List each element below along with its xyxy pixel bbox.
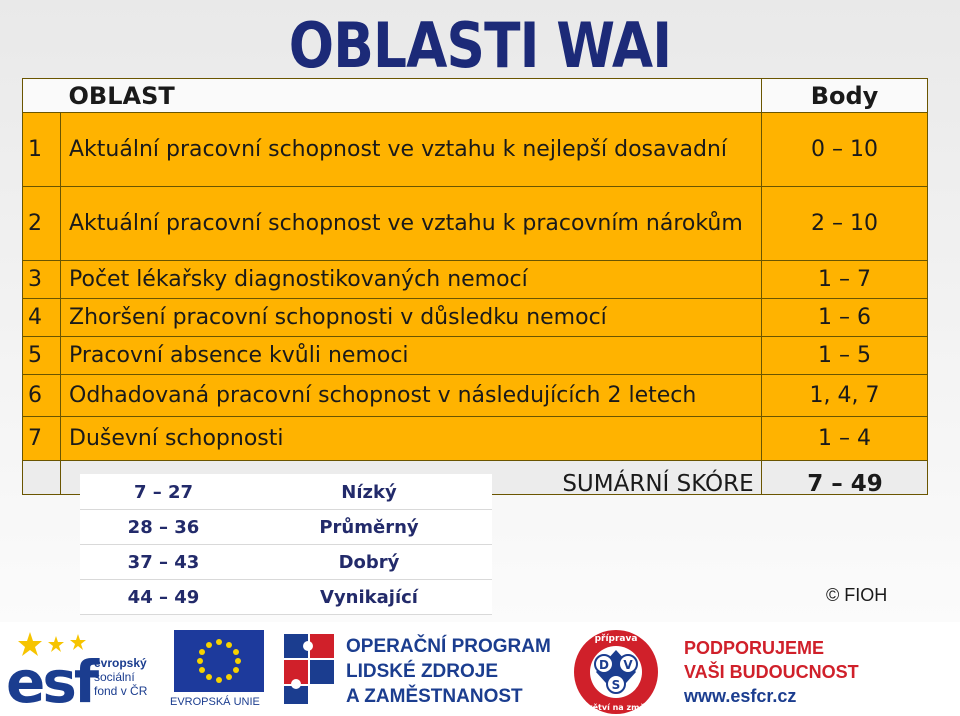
footer-logos: [0, 622, 960, 716]
dvs-letter-s: S: [611, 678, 621, 692]
eu-logo: [170, 630, 270, 714]
dvs-arc-top: příprava: [594, 634, 638, 644]
header-num-cell: [23, 79, 61, 113]
summary-num-cell: [23, 461, 61, 495]
legend-row: [81, 545, 492, 580]
legend-rating: Průměrný: [247, 510, 492, 545]
op-line3: A ZAMĚSTNANOST: [346, 686, 523, 707]
summary-value: 7 – 49: [807, 471, 883, 497]
row-num: 2: [23, 187, 61, 261]
row-num: 1: [23, 113, 61, 187]
page-title: OBLASTI WAI: [288, 9, 672, 82]
wai-areas-table: [22, 78, 928, 495]
esf-caption: [94, 656, 147, 698]
legend-row: [81, 475, 492, 510]
table-row: [23, 417, 928, 461]
legend-rating: Nízký: [247, 475, 492, 510]
row-score: 1 – 5: [762, 337, 928, 375]
row-area: Počet lékařsky diagnostikovaných nemocí: [61, 261, 762, 299]
legend-row: [81, 510, 492, 545]
row-area: Aktuální pracovní schopnost ve vztahu k pracovním nárokům: [61, 187, 762, 261]
row-area: Pracovní absence kvůli nemoci: [61, 337, 762, 375]
table-row: [23, 187, 928, 261]
table-header-row: [23, 79, 928, 113]
support-line1: PODPORUJEME: [684, 638, 825, 658]
row-num: 4: [23, 299, 61, 337]
row-num: 5: [23, 337, 61, 375]
eu-stars-icon: [174, 630, 264, 692]
dvs-arc-bottom: odvětví na změny: [576, 703, 656, 712]
support-line2: VAŠI BUDOUCNOST: [684, 662, 859, 682]
score-legend-table: [80, 474, 492, 615]
header-score: Body: [762, 79, 928, 113]
table-row: [23, 113, 928, 187]
support-text: [684, 636, 859, 708]
legend-range: 37 – 43: [81, 545, 247, 580]
row-area: Zhoršení pracovní schopnosti v důsledku nemocí: [61, 299, 762, 337]
legend-range: 28 – 36: [81, 510, 247, 545]
legend-row: [81, 580, 492, 615]
op-puzzle-icon: [282, 630, 338, 706]
row-area: Aktuální pracovní schopnost ve vztahu k nejlepší dosavadní: [61, 113, 762, 187]
table-row: [23, 375, 928, 417]
legend-rating: Vynikající: [247, 580, 492, 615]
row-score: 0 – 10: [762, 113, 928, 187]
table-row: [23, 337, 928, 375]
op-line1: OPERAČNÍ PROGRAM: [346, 636, 551, 657]
esf-letters: esf: [6, 648, 97, 716]
eu-flag: [174, 630, 264, 692]
legend-range: 44 – 49: [81, 580, 247, 615]
row-score: 1 – 6: [762, 299, 928, 337]
eu-caption: EVROPSKÁ UNIE: [170, 696, 260, 708]
table-row: [23, 261, 928, 299]
dvs-letter-d: D: [599, 658, 609, 672]
legend-range: 7 – 27: [81, 475, 247, 510]
support-url[interactable]: www.esfcr.cz: [684, 686, 797, 706]
row-score: 2 – 10: [762, 187, 928, 261]
dvs-letter-v: V: [623, 658, 633, 672]
row-area: Duševní schopnosti: [61, 417, 762, 461]
legend-rating: Dobrý: [247, 545, 492, 580]
row-score: 1 – 4: [762, 417, 928, 461]
esf-logo: [6, 630, 166, 716]
table-row: [23, 299, 928, 337]
row-num: 7: [23, 417, 61, 461]
op-program-text: [346, 634, 551, 709]
esf-line2: sociální: [94, 670, 135, 684]
row-score: 1, 4, 7: [762, 375, 928, 417]
row-num: 3: [23, 261, 61, 299]
esf-line3: fond v ČR: [94, 684, 148, 698]
esf-line1: evropský: [94, 656, 147, 670]
dvs-logo-icon: [568, 626, 664, 716]
row-score: 1 – 7: [762, 261, 928, 299]
header-area: OBLAST: [61, 79, 762, 113]
copyright-fioh: © FIOH: [826, 585, 888, 605]
row-area: Odhadovaná pracovní schopnost v následujících 2 letech: [61, 375, 762, 417]
row-num: 6: [23, 375, 61, 417]
op-line2: LIDSKÉ ZDROJE: [346, 661, 499, 682]
summary-label: SUMÁRNÍ SKÓRE: [562, 471, 754, 497]
